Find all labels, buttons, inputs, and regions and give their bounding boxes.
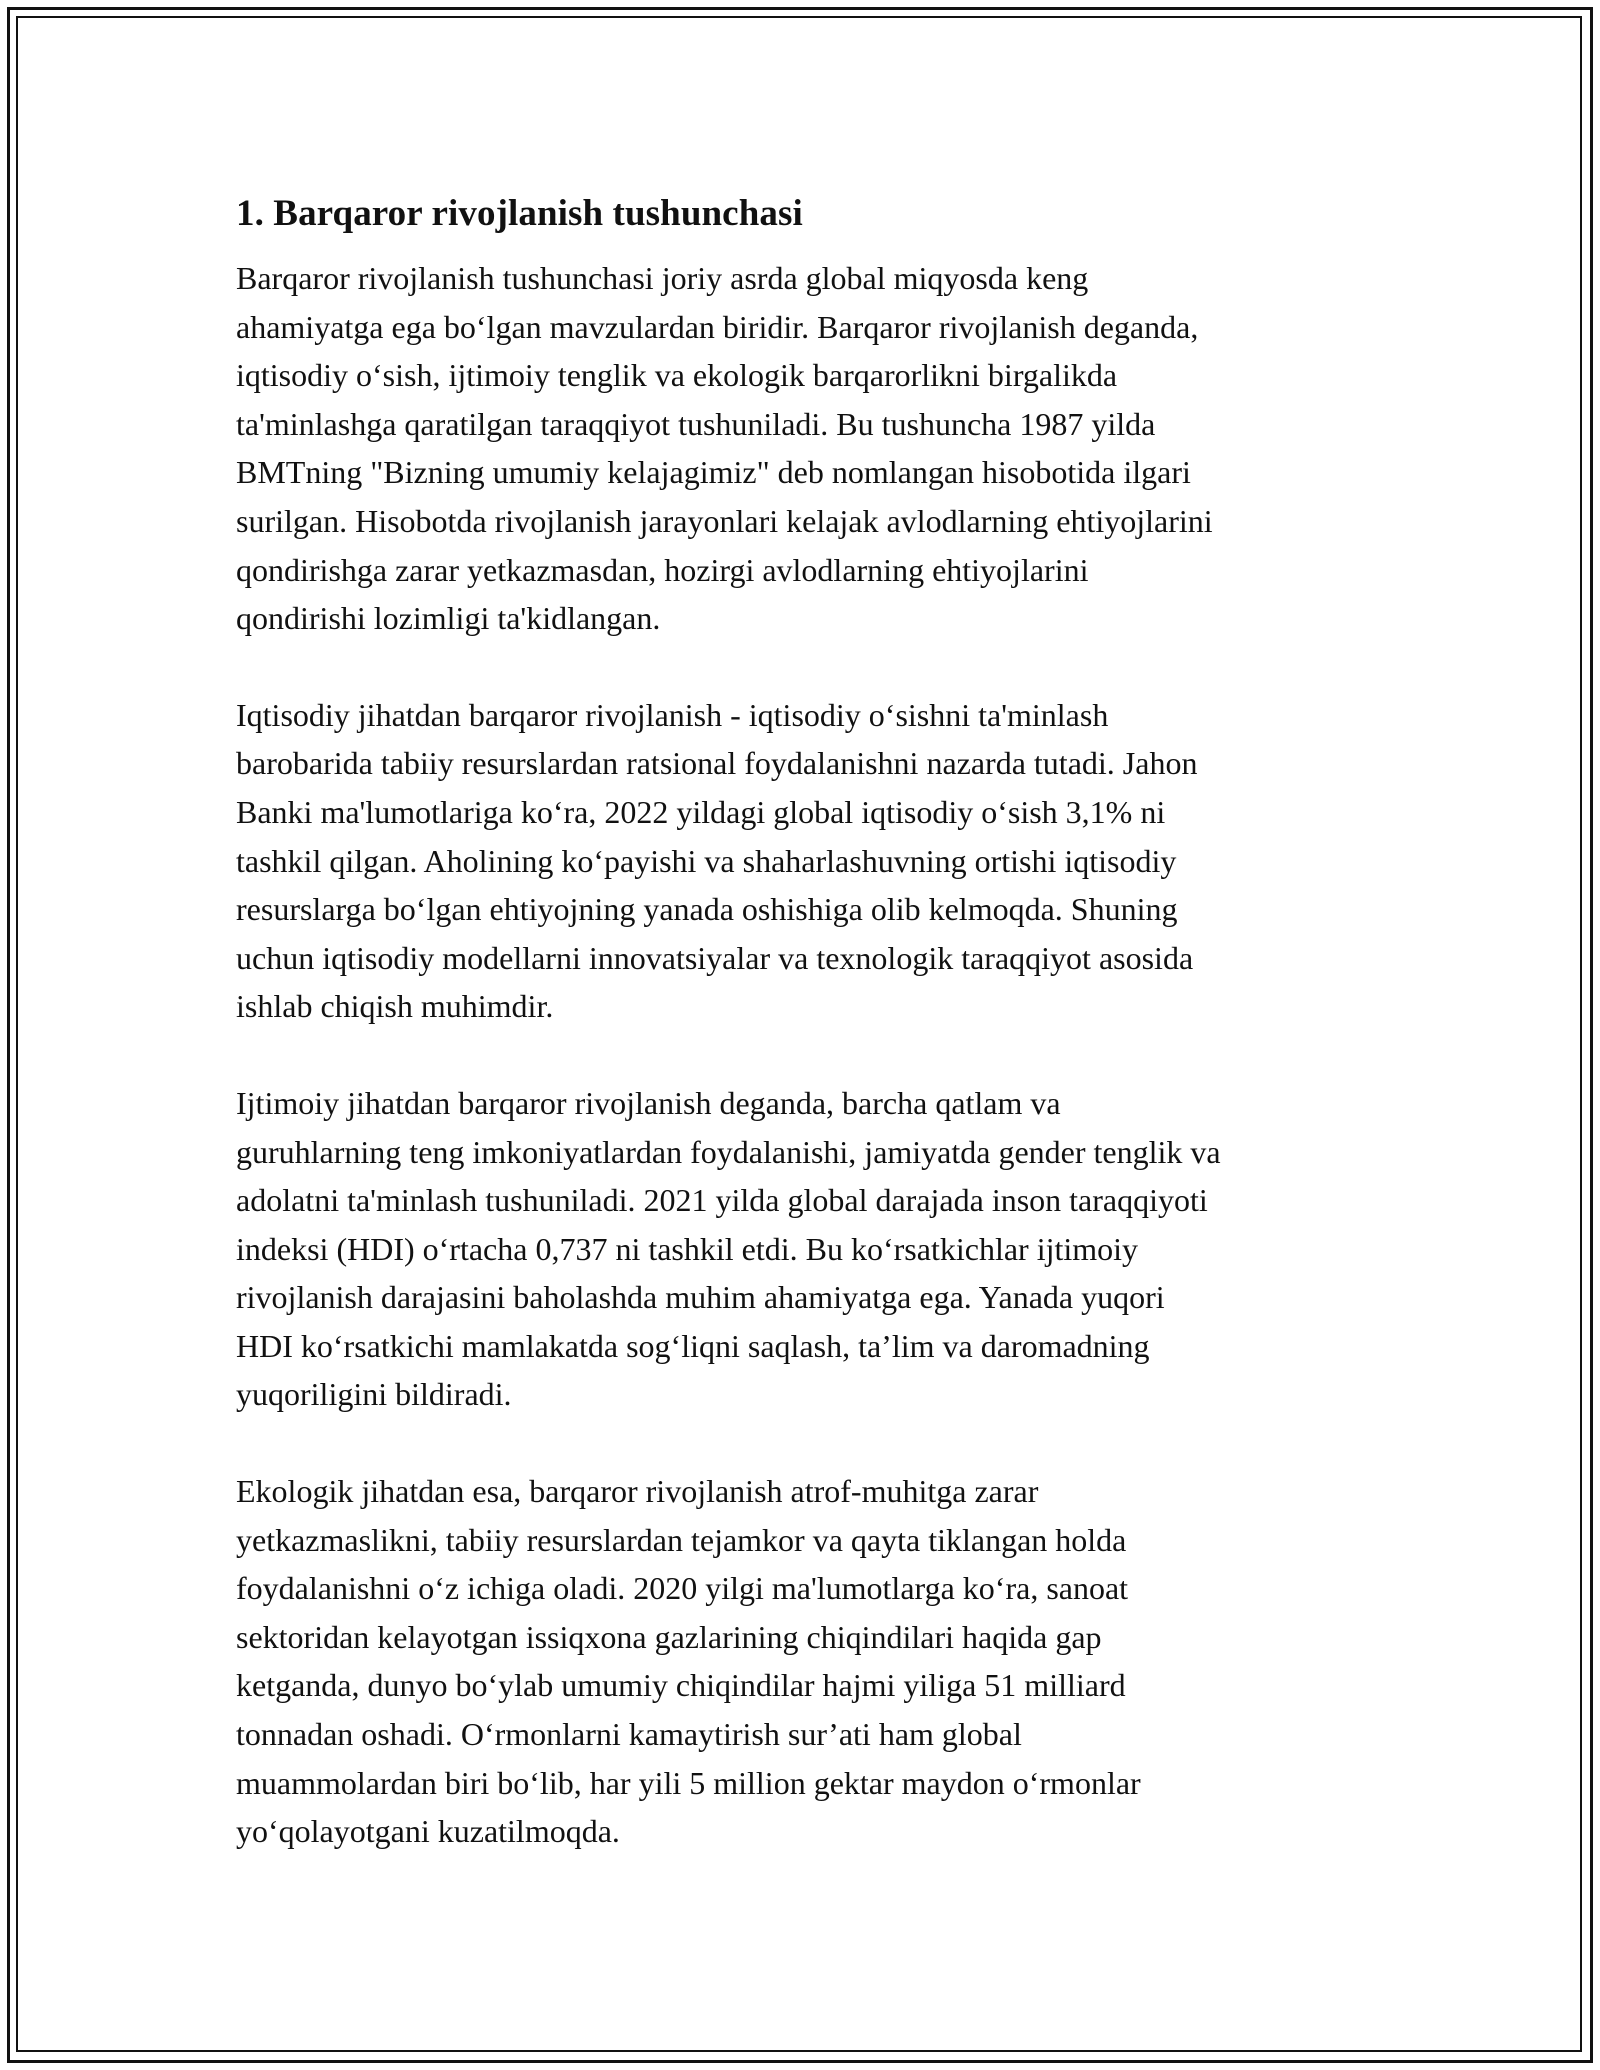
- paragraph-line: ta'minlashga qaratilgan taraqqiyot tushuniladi. Bu tushuncha 1987 yilda: [236, 405, 1156, 442]
- paragraph-intro: [236, 254, 1386, 643]
- paragraph-line: uchun iqtisodiy modellarni innovatsiyalar va texnologik taraqqiyot asosida: [236, 939, 1194, 976]
- paragraph-line: BMTning "Bizning umumiy kelajagimiz" deb nomlangan hisobotida ilgari: [236, 454, 1191, 491]
- paragraph-line: Banki ma'lumotlariga ko‘ra, 2022 yildagi global iqtisodiy o‘sish 3,1% ni: [236, 793, 1166, 830]
- paragraph-line: rivojlanish darajasini baholashda muhim ahamiyatga ega. Yanada yuqori: [236, 1279, 1165, 1316]
- paragraph-line: yetkazmaslikni, tabiiy resurslardan tejamkor va qayta tiklangan holda: [236, 1521, 1127, 1558]
- paragraph-line: guruhlarning teng imkoniyatlardan foydalanishi, jamiyatda gender tenglik va: [236, 1133, 1221, 1170]
- paragraph-social: [236, 1079, 1386, 1419]
- paragraph-line: qondirishi lozimligi ta'kidlangan.: [236, 600, 661, 637]
- paragraph-line: barobarida tabiiy resurslardan ratsional foydalanishni nazarda tutadi. Jahon: [236, 745, 1198, 782]
- paragraph-line: Ijtimoiy jihatdan barqaror rivojlanish deganda, barcha qatlam va: [236, 1084, 1061, 1121]
- paragraph-line: indeksi (HDI) o‘rtacha 0,737 ni tashkil etdi. Bu ko‘rsatkichlar ijtimoiy: [236, 1230, 1139, 1267]
- paragraph-line: foydalanishni o‘z ichiga oladi. 2020 yilgi ma'lumotlarga ko‘ra, sanoat: [236, 1570, 1129, 1607]
- paragraph-line: Iqtisodiy jihatdan barqaror rivojlanish - iqtisodiy o‘sishni ta'minlash: [236, 696, 1109, 733]
- paragraph-line: surilgan. Hisobotda rivojlanish jarayonlari kelajak avlodlarning ehtiyojlarini: [236, 502, 1213, 539]
- paragraph-line: resurslarga bo‘lgan ehtiyojning yanada oshishiga olib kelmoqda. Shuning: [236, 891, 1178, 928]
- paragraph-line: Barqaror rivojlanish tushunchasi joriy asrda global miqyosda keng: [236, 260, 1089, 296]
- paragraph-line: yo‘qolayotgani kuzatilmoqda.: [236, 1813, 620, 1850]
- paragraph-line: sektoridan kelayotgan issiqxona gazlarining chiqindilari haqida gap: [236, 1618, 1102, 1655]
- paragraph-line: tashkil qilgan. Aholining ko‘payishi va shaharlashuvning ortishi iqtisodiy: [236, 842, 1177, 879]
- paragraph-economic: [236, 691, 1386, 1031]
- paragraph-line: muammolardan biri bo‘lib, har yili 5 million gektar maydon o‘rmonlar: [236, 1764, 1141, 1801]
- paragraph-line: HDI ko‘rsatkichi mamlakatda sog‘liqni saqlash, ta’lim va daromadning: [236, 1327, 1150, 1364]
- paragraph-line: ishlab chiqish muhimdir.: [236, 988, 554, 1025]
- section-heading: 1. Barqaror rivojlanish tushunchasi: [236, 193, 803, 234]
- paragraph-line: yuqoriligini bildiradi.: [236, 1376, 512, 1413]
- paragraph-line: Ekologik jihatdan esa, barqaror rivojlanish atrof-muhitga zarar: [236, 1473, 1039, 1510]
- paragraph-ecological: [236, 1467, 1386, 1856]
- paragraph-line: ketganda, dunyo bo‘ylab umumiy chiqindilar hajmi yiliga 51 milliard: [236, 1667, 1126, 1704]
- document-body: [236, 188, 1386, 1904]
- paragraph-line: ahamiyatga ega bo‘lgan mavzulardan biridir. Barqaror rivojlanish deganda,: [236, 308, 1199, 345]
- paragraph-line: adolatni ta'minlash tushuniladi. 2021 yilda global darajada inson taraqqiyoti: [236, 1182, 1208, 1219]
- paragraph-line: qondirishga zarar yetkazmasdan, hozirgi avlodlarning ehtiyojlarini: [236, 551, 1089, 588]
- paragraph-line: iqtisodiy o‘sish, ijtimoiy tenglik va ekologik barqarorlikni birgalikda: [236, 357, 1118, 394]
- paragraph-line: tonnadan oshadi. O‘rmonlarni kamaytirish sur’ati ham global: [236, 1716, 1022, 1753]
